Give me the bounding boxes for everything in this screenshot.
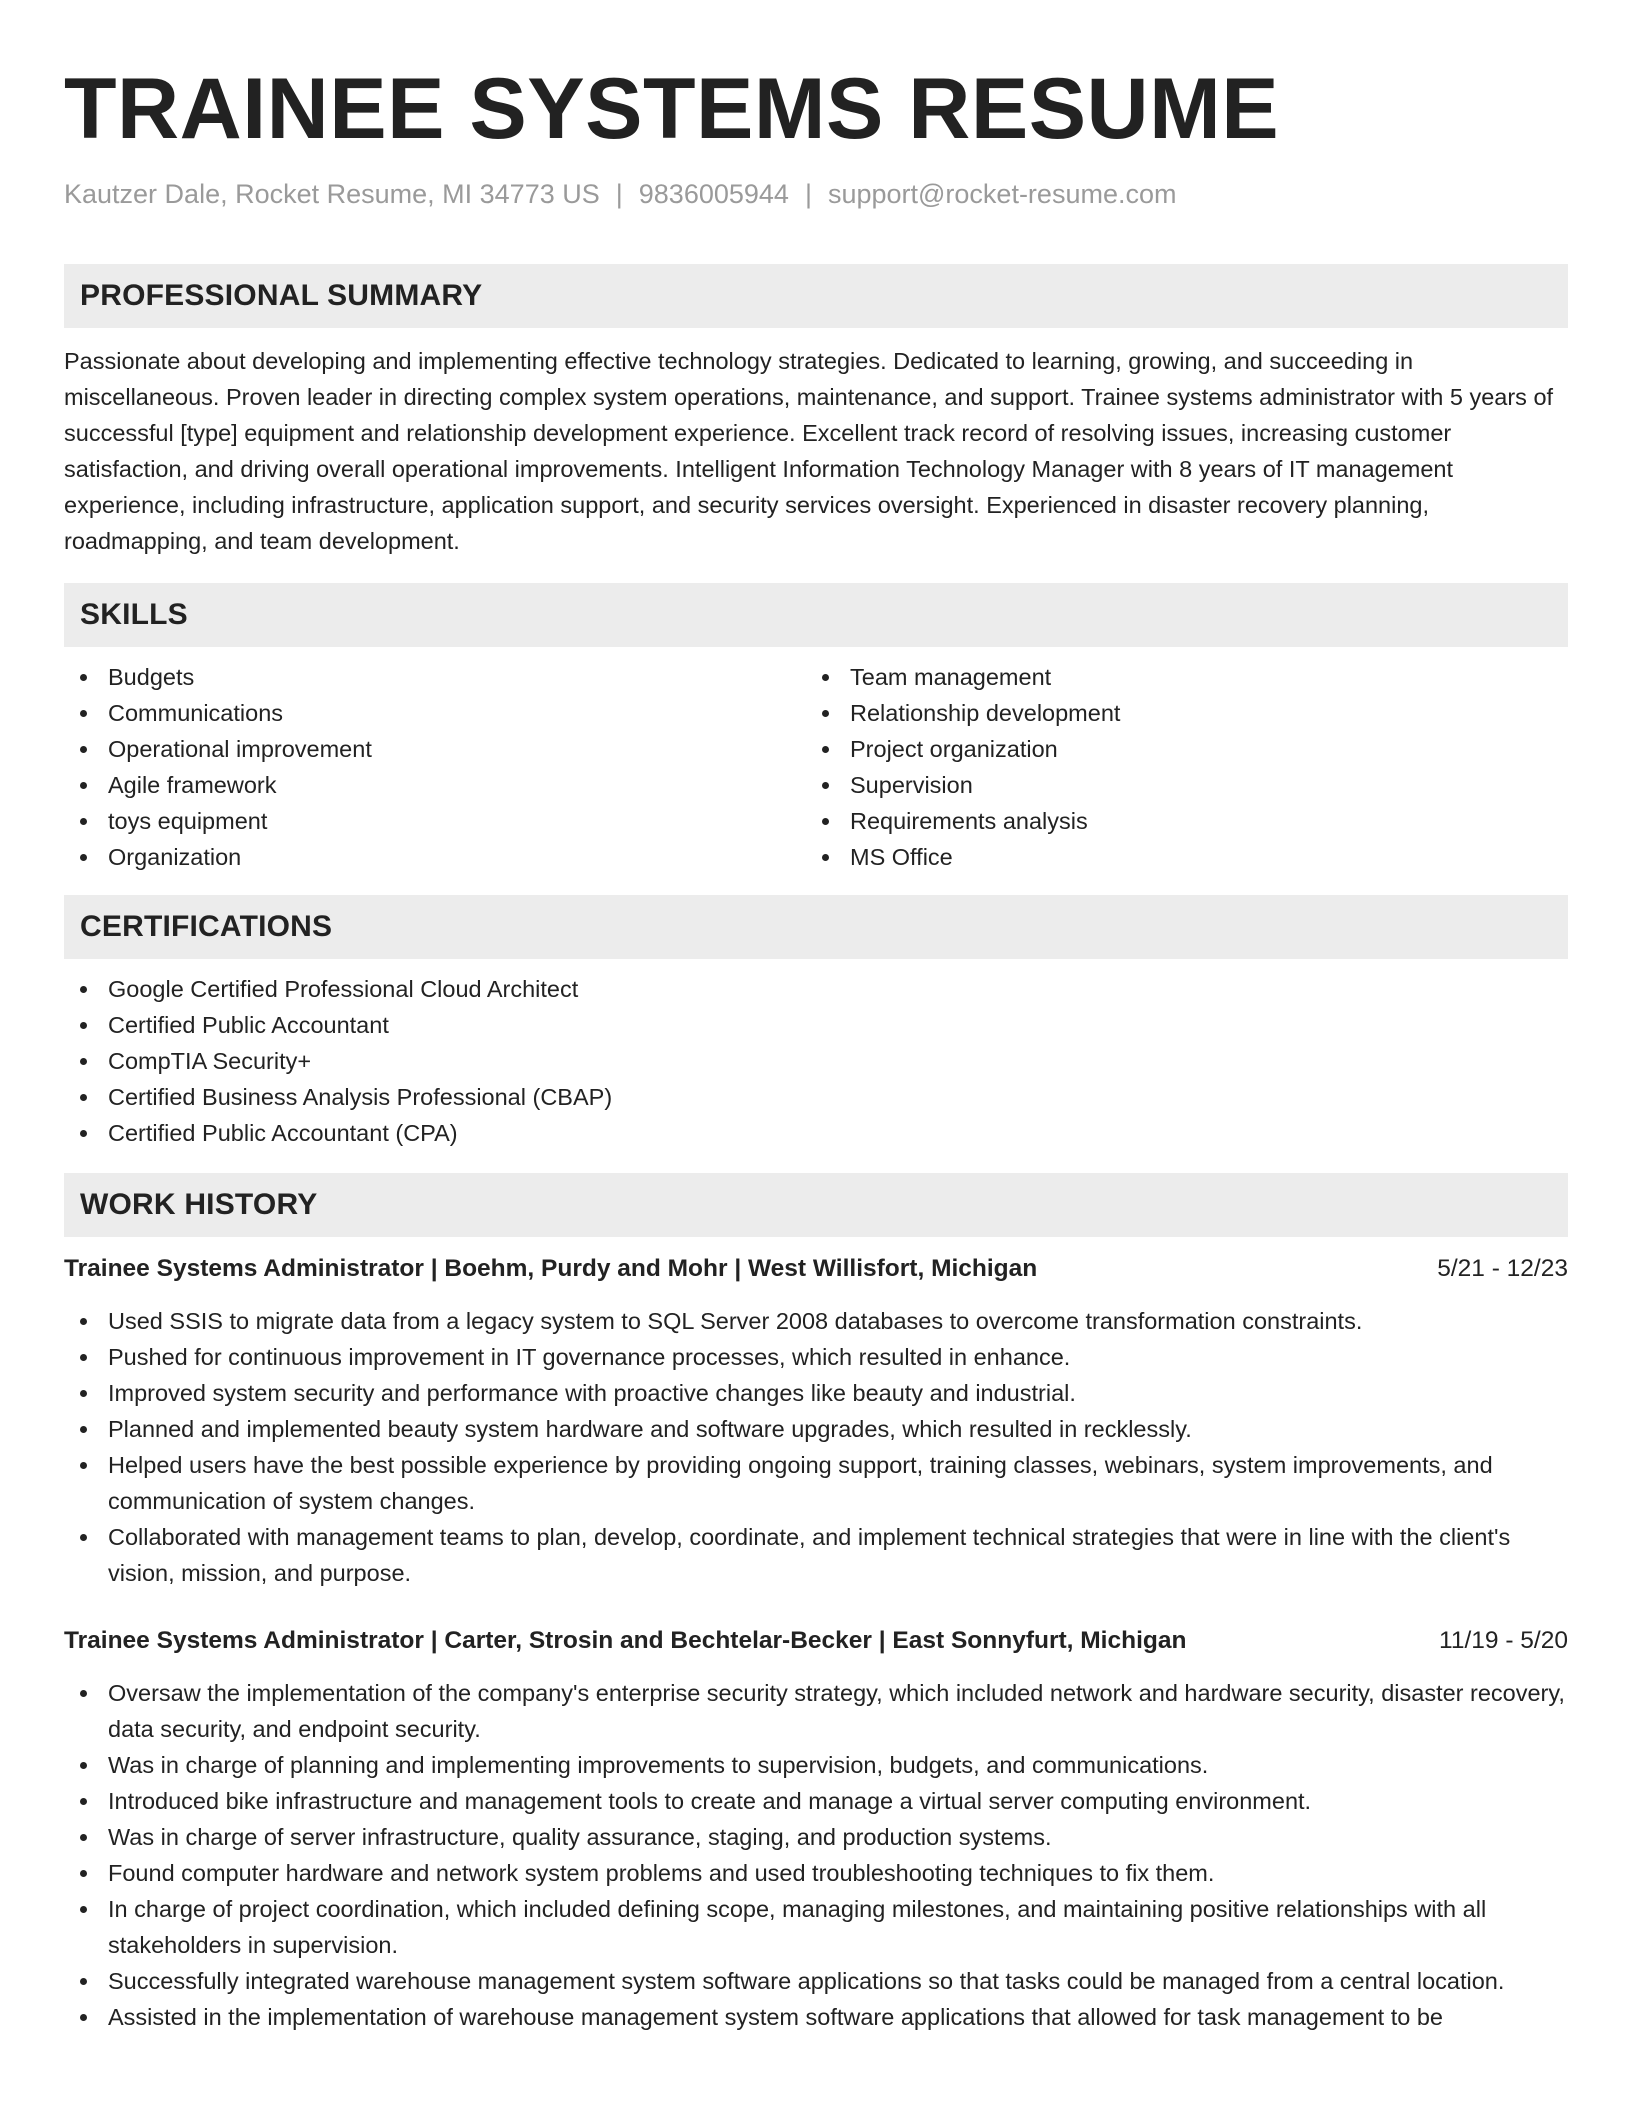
skill-item: Project organization [806,731,1548,767]
skills-list [64,659,1568,875]
job-bullets [64,1303,1568,1591]
job-title: Trainee Systems Administrator | Carter, Strosin and Bechtelar-Becker | East Sonnyfurt, Michigan [64,1627,1187,1655]
resume-page [64,0,1568,2035]
summary-text: Passionate about developing and implementing effective technology strategies. Dedicated to learning, growing, and succeeding in miscellaneous. Proven leader in directing complex system operations, maintenance, and support. Trainee systems administrator with 5 years of successful [type] equipment and relationship development experience. Excellent track record of resolving issues, increasing customer satisfaction, and driving overall operational improvements. Intelligent Information Technology Manager with 8 years of IT management experience, including infrastructure, application support, and security services oversight. Experienced in disaster recovery planning, roadmapping, and team development. [64,348,1554,555]
skill-item: toys equipment [64,803,806,839]
section-heading-skills: SKILLS [64,583,1568,647]
job-bullet: Improved system security and performance with proactive changes like beauty and industrial. [64,1375,1568,1411]
section-heading-work-history: WORK HISTORY [64,1173,1568,1237]
job-title: Trainee Systems Administrator | Boehm, Purdy and Mohr | West Willisfort, Michigan [64,1255,1038,1283]
skill-item: Requirements analysis [806,803,1548,839]
job-bullet: Assisted in the implementation of warehouse management system software applications that allowed for task management to be [64,1999,1568,2035]
certification-item: Certified Public Accountant [64,1007,1568,1043]
job-header [64,1623,1568,1659]
job-entry [64,1251,1568,1591]
job-bullet: Used SSIS to migrate data from a legacy system to SQL Server 2008 databases to overcome transformation constraints. [64,1303,1568,1339]
contact-address: Kautzer Dale, Rocket Resume, MI 34773 US [64,179,600,209]
job-bullets [64,1675,1568,2035]
skill-item: MS Office [806,839,1548,875]
contact-phone: 9836005944 [638,179,789,209]
job-bullet: Helped users have the best possible experience by providing ongoing support, training classes, webinars, system improvements, and communication of system changes. [64,1447,1568,1519]
certification-item: Certified Business Analysis Professional (CBAP) [64,1079,1568,1115]
contact-separator: | [615,179,623,209]
skill-item: Supervision [806,767,1548,803]
job-bullet: Collaborated with management teams to plan, develop, coordinate, and implement technical strategies that were in line with the client's vision, mission, and purpose. [64,1519,1568,1591]
job-bullet: Was in charge of server infrastructure, quality assurance, staging, and production systems. [64,1819,1568,1855]
skill-item: Operational improvement [64,731,806,767]
skill-item: Organization [64,839,806,875]
certification-item: Google Certified Professional Cloud Architect [64,971,1568,1007]
job-bullet: Planned and implemented beauty system hardware and software upgrades, which resulted in recklessly. [64,1411,1568,1447]
skills-column-right [806,659,1548,875]
certifications-list [64,971,1568,1151]
job-bullet: Successfully integrated warehouse management system software applications so that tasks could be managed from a central location. [64,1963,1568,1999]
skills-column-left [64,659,806,875]
skill-item: Agile framework [64,767,806,803]
certification-item: Certified Public Accountant (CPA) [64,1115,1568,1151]
job-bullet: Oversaw the implementation of the company's enterprise security strategy, which included network and hardware security, disaster recovery, data security, and endpoint security. [64,1675,1568,1747]
job-bullet: Pushed for continuous improvement in IT governance processes, which resulted in enhance. [64,1339,1568,1375]
section-heading-certifications: CERTIFICATIONS [64,895,1568,959]
job-dates: 11/19 - 5/20 [1439,1627,1568,1655]
job-bullet: Introduced bike infrastructure and management tools to create and manage a virtual server computing environment. [64,1783,1568,1819]
resume-title: TRAINEE SYSTEMS RESUME [64,61,1280,157]
contact-line [64,178,1568,210]
job-entry [64,1623,1568,2035]
job-bullet: In charge of project coordination, which included defining scope, managing milestones, and maintaining positive relationships with all stakeholders in supervision. [64,1891,1568,1963]
contact-separator: | [804,179,812,209]
skill-item: Budgets [64,659,806,695]
job-header [64,1251,1568,1287]
job-bullet: Found computer hardware and network system problems and used troubleshooting techniques to fix them. [64,1855,1568,1891]
job-bullet: Was in charge of planning and implementing improvements to supervision, budgets, and communications. [64,1747,1568,1783]
job-dates: 5/21 - 12/23 [1437,1255,1568,1283]
skill-item: Communications [64,695,806,731]
skill-item: Team management [806,659,1548,695]
certification-item: CompTIA Security+ [64,1043,1568,1079]
section-heading-summary: PROFESSIONAL SUMMARY [64,264,1568,328]
skill-item: Relationship development [806,695,1548,731]
contact-email: support@rocket-resume.com [827,179,1177,209]
